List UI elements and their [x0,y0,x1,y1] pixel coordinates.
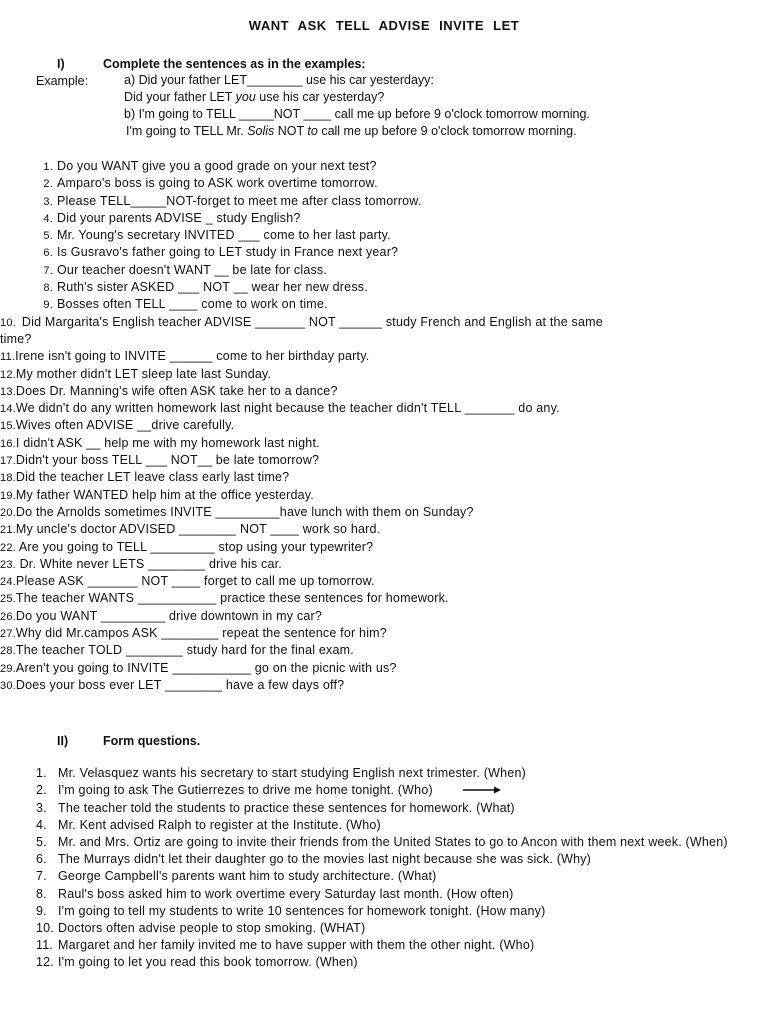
example-b-question: b) I'm going to TELL _____NOT ____ call me up before 9 o'clock tomorrow morning. [124,107,590,121]
list-item: 24.Please ASK _______ NOT ____ forget to call me up tomorrow. [0,574,375,589]
list-item: 15.Wives often ADVISE __drive carefully. [0,418,235,433]
list-item: 6. The Murrays didn't let their daughter go to the movies last night because she was sick. (Why) [36,852,592,867]
list-item: 9. I'm going to tell my students to write 10 sentences for homework tonight. (How many) [36,903,546,918]
list-item: 1. Mr. Velasquez wants his secretary to start studying English next trimester. (When) [36,766,526,780]
list-item: 21.My uncle's doctor ADVISED ________ NOT ____ work so hard. [0,522,381,537]
list-item: 22. Are you going to TELL _________ stop using your typewriter? [0,539,374,554]
list-item: 11. Margaret and her family invited me to have supper with them the other night. (Who) [36,938,535,953]
section1-number: I) [57,57,65,71]
list-item: 4. Did your parents ADVISE _ study English? [43,210,301,225]
list-item: 4. Mr. Kent advised Ralph to register at the Institute. (Who) [36,817,381,832]
section1-list [0,158,736,694]
list-item: 6. Is Gusravo's father going to LET study in France next year? [43,245,399,260]
list-item: 2. I'm going to ask The Gutierrezes to drive me home tonight. (Who) [36,782,736,799]
right-arrow-icon [463,782,501,799]
list-item: 29.Aren't you going to INVITE ___________ go on the picnic with us? [0,660,397,675]
list-item: 10. Doctors often advise people to stop smoking. (WHAT) [36,920,366,935]
list-item: 8. Raul's boss asked him to work overtime every Saturday last month. (How often) [36,886,514,901]
list-item: 28.The teacher TOLD ________ study hard for the final exam. [0,643,354,658]
page-title: WANT ASK TELL ADVISE INVITE LET [248,18,520,33]
example-b-answer: I'm going to TELL Mr. Solis NOT to call me up before 9 o'clock tomorrow morning. [126,124,577,138]
example-a-answer: Did your father LET you use his car yesterday? [124,90,385,104]
list-item: 5. Mr. and Mrs. Ortiz are going to invite their friends from the United States to go to Ancon with them next week. (When) [36,834,728,849]
list-item: 26.Do you WANT _________ drive downtown in my car? [0,608,322,623]
section2-list [36,765,736,972]
list-item: 20.Do the Arnolds sometimes INVITE _________have lunch with them on Sunday? [0,504,474,519]
section1-instruction: Complete the sentences as in the examples: [103,57,366,71]
list-item: 16.I didn't ASK __ help me with my homework last night. [0,435,320,450]
list-item: 17.Didn't your boss TELL ___ NOT__ be late tomorrow? [0,453,320,468]
list-item: 9. Bosses often TELL ____ come to work on time. [43,297,328,312]
list-item: 23. Dr. White never LETS ________ drive his car. [0,556,282,571]
list-item: 19.My father WANTED help him at the office yesterday. [0,487,314,502]
list-item: 14.We didn't do any written homework last night because the teacher didn't TELL _______ do any. [0,401,560,416]
list-item: 3. The teacher told the students to practice these sentences for homework. (What) [36,800,515,815]
list-item: 30.Does your boss ever LET ________ have a few days off? [0,677,345,692]
list-item: 18.Did the teacher LET leave class early last time? [0,470,290,485]
example-a-question: a) Did your father LET________ use his car yesterdayy: [124,73,434,87]
list-item: 8. Ruth's sister ASKED ___ NOT __ wear her new dress. [43,280,368,295]
section2-instruction: Form questions. [103,734,201,748]
section2-number: II) [57,734,69,748]
list-item: 1. Do you WANT give you a good grade on your next test? [43,159,377,173]
list-item: 13.Does Dr. Manning's wife often ASK take her to a dance? [0,383,338,398]
list-item-continuation: time? [0,331,32,346]
example-label: Example: [36,74,89,88]
list-item: 7. Our teacher doesn't WANT __ be late for class. [43,262,328,277]
list-item: 10. Did Margarita's English teacher ADVISE _______ NOT ______ study French and English at the same [0,314,603,329]
list-item: 11.Irene isn't going to INVITE ______ come to her birthday party. [0,349,370,364]
list-item: 3. Please TELL_____NOT-forget to meet me after class tomorrow. [43,193,422,208]
list-item: 2. Amparo's boss is going to ASK work overtime tomorrow. [43,176,378,191]
list-item: 5. Mr. Young's secretary INVITED ___ come to her last party. [43,228,391,243]
list-item: 27.Why did Mr.campos ASK ________ repeat the sentence for him? [0,626,387,641]
list-item: 12. I'm going to let you read this book tomorrow. (When) [36,955,358,970]
list-item: 7. George Campbell's parents want him to study architecture. (What) [36,869,437,884]
list-item: 12.My mother didn't LET sleep late last Sunday. [0,366,272,381]
list-item: 25.The teacher WANTS ___________ practice these sentences for homework. [0,591,449,606]
